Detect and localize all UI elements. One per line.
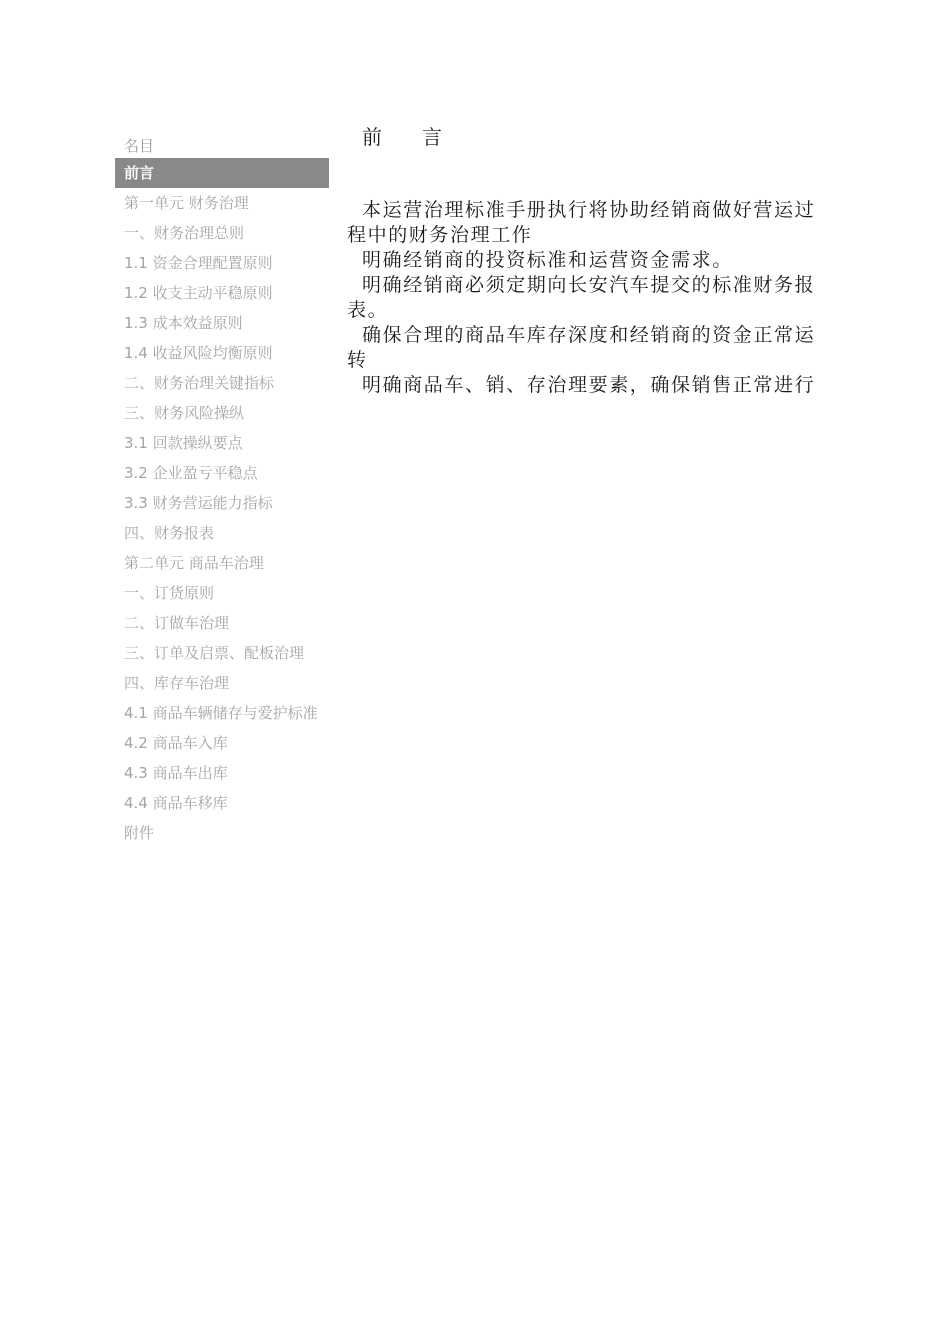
toc-item-4-1[interactable]: 4.1 商品车辆储存与爱护标准 <box>124 704 318 722</box>
toc-item-3-2[interactable]: 3.2 企业盈亏平稳点 <box>124 464 258 482</box>
toc-item-unit-1[interactable]: 第一单元 财务治理 <box>124 194 249 212</box>
toc-item-inventory[interactable]: 四、库存车治理 <box>124 674 230 692</box>
toc-item-key-indicators[interactable]: 二、财务治理关键指标 <box>124 374 275 392</box>
toc-item-financial-statements[interactable]: 四、财务报表 <box>124 524 215 542</box>
paragraph: 确保合理的商品车库存深度和经销商的资金正常运转 <box>347 324 816 371</box>
paragraph: 明确商品车、销、存治理要素，确保销售正常进行 <box>362 374 816 396</box>
toc-item-3-1[interactable]: 3.1 回款操纵要点 <box>124 434 243 452</box>
page-title: 前 言 <box>362 125 442 149</box>
toc-item-1-4[interactable]: 1.4 收益风险均衡原则 <box>124 344 273 362</box>
toc-item-3-3[interactable]: 3.3 财务营运能力指标 <box>124 494 273 512</box>
toc-item-appendix[interactable]: 附件 <box>124 824 155 842</box>
toc-title: 名目 <box>124 137 155 155</box>
toc-item-1-2[interactable]: 1.2 收支主动平稳原则 <box>124 284 273 302</box>
toc-item-1-1[interactable]: 1.1 资金合理配置原则 <box>124 254 273 272</box>
paragraph: 明确经销商的投资标准和运营资金需求。 <box>362 249 733 271</box>
toc-item-custom-orders[interactable]: 二、订做车治理 <box>124 614 230 632</box>
toc-item-risk-control[interactable]: 三、财务风险操纵 <box>124 404 245 422</box>
table-of-contents <box>115 131 329 848</box>
toc-item-preface[interactable]: 前言 <box>115 158 329 188</box>
paragraph: 明确经销商必须定期向长安汽车提交的标准财务报表。 <box>347 274 816 321</box>
toc-item-ordering-principles[interactable]: 一、订货原则 <box>124 584 215 602</box>
paragraph: 本运营治理标准手册执行将协助经销商做好营运过程中的财务治理工作 <box>347 199 816 246</box>
toc-item-financial-general[interactable]: 一、财务治理总则 <box>124 224 245 242</box>
toc-item-4-3[interactable]: 4.3 商品车出库 <box>124 764 228 782</box>
toc-item-4-4[interactable]: 4.4 商品车移库 <box>124 794 228 812</box>
document-content <box>347 120 832 398</box>
toc-item-1-3[interactable]: 1.3 成本效益原则 <box>124 314 243 332</box>
toc-item-order-ticketing[interactable]: 三、订单及启票、配板治理 <box>124 644 305 662</box>
toc-item-4-2[interactable]: 4.2 商品车入库 <box>124 734 228 752</box>
toc-item-unit-2[interactable]: 第二单元 商品车治理 <box>124 554 264 572</box>
